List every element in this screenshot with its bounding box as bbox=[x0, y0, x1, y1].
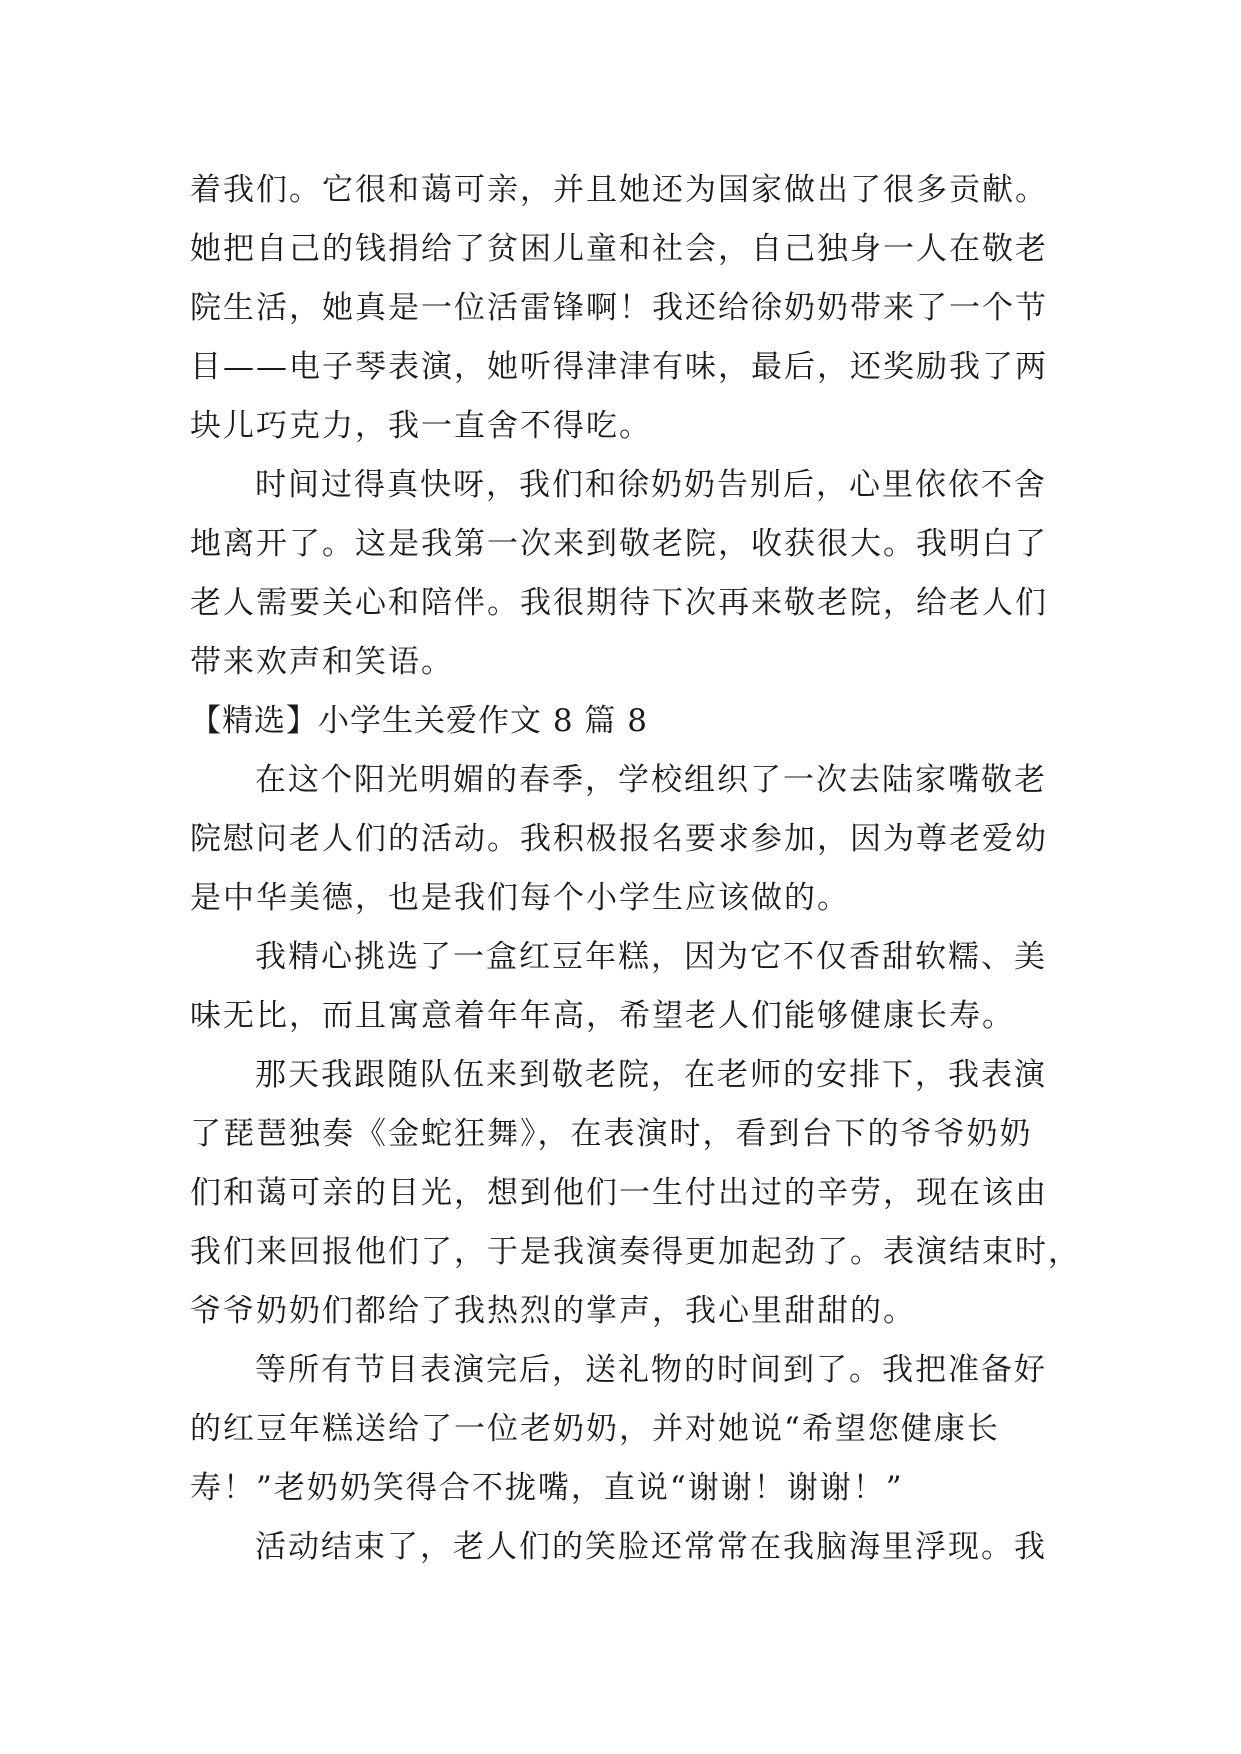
text-line: 院生活，她真是一位活雷锋啊！我还给徐奶奶带来了一个节 bbox=[190, 290, 1048, 326]
text-line: 块儿巧克力，我一直舍不得吃。 bbox=[190, 408, 652, 444]
text-line: 的红豆年糕送给了一位老奶奶，并对她说“希望您健康长 bbox=[190, 1411, 1000, 1447]
paragraph-start: 我精心挑选了一盒红豆年糕，因为它不仅香甜软糯、美 bbox=[255, 939, 1047, 975]
text-line: 寿！”老奶奶笑得合不拢嘴，直说“谢谢！谢谢！” bbox=[190, 1470, 904, 1506]
paragraph-start: 在这个阳光明媚的春季，学校组织了一次去陆家嘴敬老 bbox=[255, 762, 1047, 798]
text-line: 了琵琶独奏《金蛇狂舞》，在表演时，看到台下的爷爷奶奶 bbox=[190, 1116, 1033, 1152]
text-line: 是中华美德，也是我们每个小学生应该做的。 bbox=[190, 880, 850, 916]
text-line: 她把自己的钱捐给了贫困儿童和社会，自己独身一人在敬老 bbox=[190, 231, 1048, 267]
text-line: 老人需要关心和陪伴。我很期待下次再来敬老院，给老人们 bbox=[190, 585, 1048, 621]
section-heading: 【精选】小学生关爱作文 8 篇 8 bbox=[190, 703, 649, 739]
paragraph-start: 时间过得真快呀，我们和徐奶奶告别后，心里依依不舍 bbox=[255, 467, 1047, 503]
text-line: 爷爷奶奶们都给了我热烈的掌声，我心里甜甜的。 bbox=[190, 1293, 916, 1329]
paragraph-start: 那天我跟随队伍来到敬老院，在老师的安排下，我表演 bbox=[255, 1057, 1047, 1093]
text-line: 目——电子琴表演，她听得津津有味，最后，还奖励我了两 bbox=[190, 349, 1048, 385]
text-line: 院慰问老人们的活动。我积极报名要求参加，因为尊老爱幼 bbox=[190, 821, 1048, 857]
text-line: 地离开了。这是我第一次来到敬老院，收获很大。我明白了 bbox=[190, 526, 1048, 562]
text-line: 带来欢声和笑语。 bbox=[190, 644, 454, 680]
paragraph-start: 活动结束了，老人们的笑脸还常常在我脑海里浮现。我 bbox=[255, 1529, 1047, 1565]
text-line: 味无比，而且寓意着年年高，希望老人们能够健康长寿。 bbox=[190, 998, 1015, 1034]
text-line: 们和蔼可亲的目光，想到他们一生付出过的辛劳，现在该由 bbox=[190, 1175, 1048, 1211]
paragraph-start: 等所有节目表演完后，送礼物的时间到了。我把准备好 bbox=[255, 1352, 1047, 1388]
text-line: 我们来回报他们了，于是我演奏得更加起劲了。表演结束时， bbox=[190, 1234, 1081, 1270]
text-line: 着我们。它很和蔼可亲，并且她还为国家做出了很多贡献。 bbox=[190, 172, 1048, 208]
